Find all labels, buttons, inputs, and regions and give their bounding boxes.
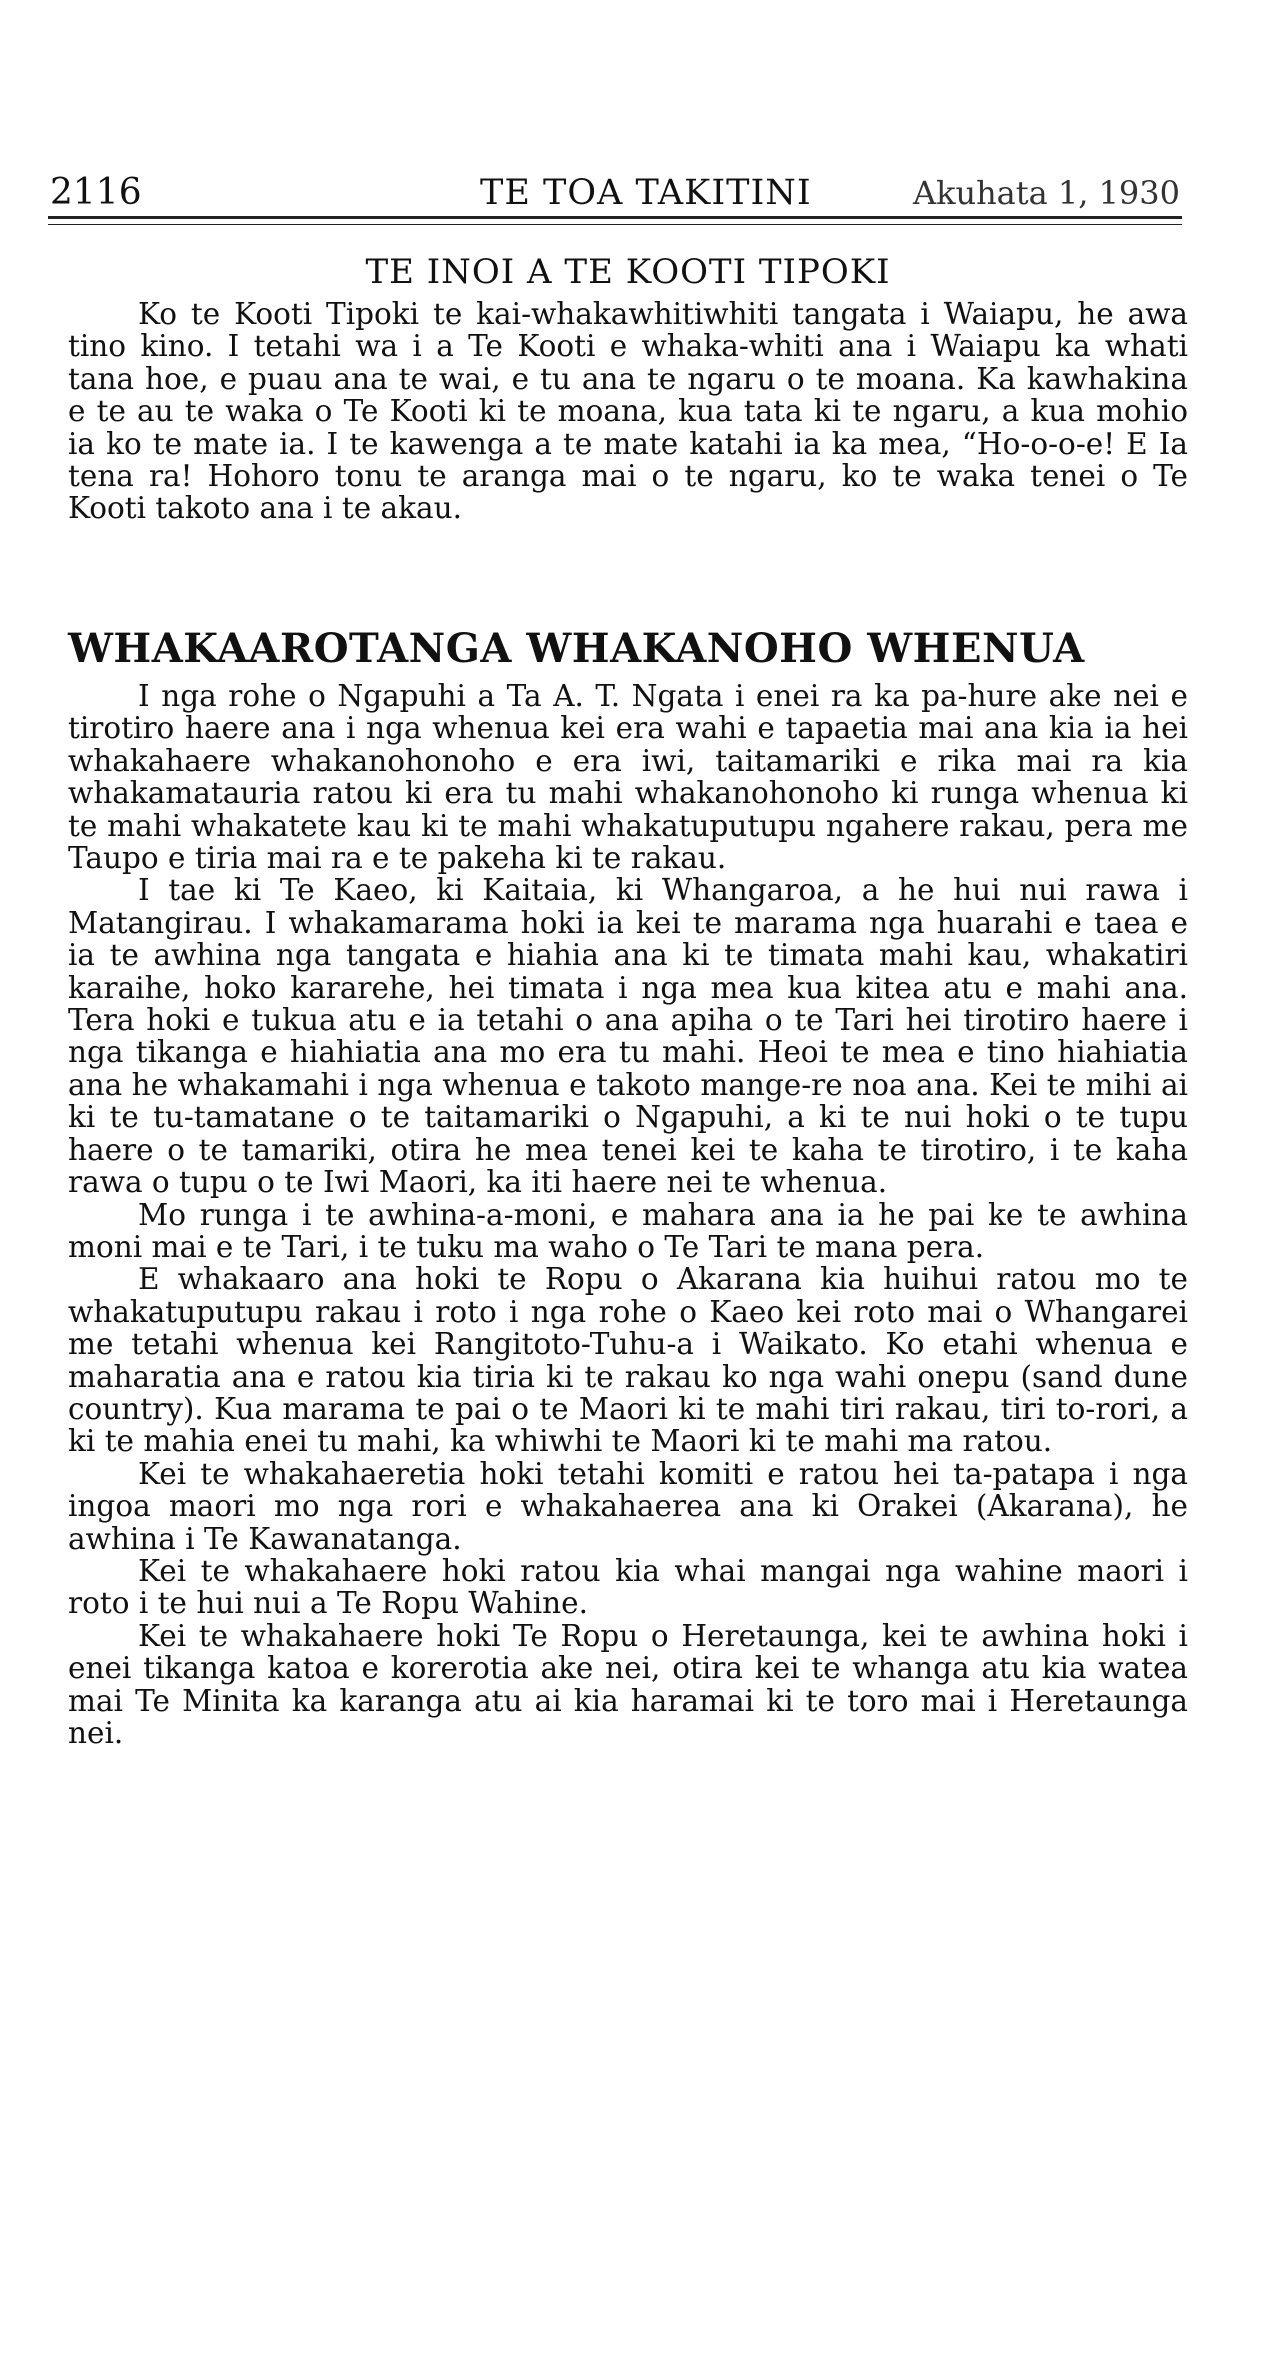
article-paragraph: E whakaaro ana hoki te Ropu o Akarana kia huihui ratou mo te whakatuputupu rakau i roto i nga rohe o Kaeo kei roto mai o Whangarei me tetahi whenua kei Rangitoto-Tuhu-a i Waikato. Ko etahi whenua e maharatia ana e ratou kia tiria ki te rakau ko nga wahi onepu (sand dune country). Kua marama te pai o te Maori ki te mahi tiri rakau, tiri to-rori, a ki te mahia enei tu mahi, ka whiwhi te Maori ki te mahi ma ratou.	[68, 1262, 1188, 1459]
article-paragraph: Kei te whakahaere hoki Te Ropu o Heretaunga, kei te awhina hoki i enei tikanga katoa e korerotia ake nei, otira kei te whanga atu kia watea mai Te Minita ka karanga atu ai kia haramai ki te toro mai i Heretaunga nei.	[68, 1618, 1188, 1750]
page-number: 2116	[50, 172, 142, 213]
header-rule-bottom	[48, 224, 1182, 225]
article-te-inoi	[68, 252, 1188, 525]
article-paragraph: Kei te whakahaere hoki ratou kia whai mangai nga wahine maori i roto i te hui nui a Te Ropu Wahine.	[68, 1553, 1188, 1621]
journal-title: TE TOA TAKITINI	[480, 173, 812, 213]
header-rule-top	[48, 216, 1182, 219]
article-paragraph: I nga rohe o Ngapuhi a Ta A. T. Ngata i enei ra ka pa-hure ake nei e tirotiro haere ana i nga whenua kei era wahi e tapaetia mai ana kia ia hei whakahaere whakanohonoho e era iwi, taitamariki e rika mai ra kia whakamatauria ratou ki era tu mahi whakanohonoho ki runga whenua ki te mahi whakatete kau ki te mahi whakatuputupu ngahere rakau, pera me Taupo e tiria mai ra e te pakeha ki te rakau.	[68, 679, 1188, 876]
page-header	[50, 170, 1180, 216]
article-whakaarotanga	[68, 626, 1188, 1749]
article-paragraph: Mo runga i te awhina-a-moni, e mahara ana ia he pai ke te awhina moni mai e te Tari, i te tuku ma waho o Te Tari te mana pera.	[68, 1197, 1188, 1264]
article-paragraph: Kei te whakahaeretia hoki tetahi komiti e ratou hei ta-patapa i nga ingoa maori mo nga rori e whakahaerea ana ki Orakei (Akarana), he awhina i Te Kawanatanga.	[68, 1456, 1188, 1556]
article-paragraph: Ko te Kooti Tipoki te kai-whakawhitiwhiti tangata i Waiapu, he awa tino kino. I tetahi wa i a Te Kooti e whaka-whiti ana i Waiapu ka whati tana hoe, e puau ana te wai, e tu ana te ngaru o te moana. Ka kawhakina e te au te waka o Te Kooti ki te moana, kua tata ki te ngaru, a kua mohio ia ko te mate ia. I te kawenga a te mate katahi ia ka mea, “Ho-o-o-e! E Ia tena ra! Hohoro tonu te aranga mai o te ngaru, ko te waka tenei o Te Kooti takoto ana i te akau.	[68, 297, 1188, 526]
issue-date: Akuhata 1, 1930	[912, 174, 1180, 212]
article-heading: WHAKAAROTANGA WHAKANOHO WHENUA	[68, 625, 1085, 672]
article-heading: TE INOI A TE KOOTI TIPOKI	[365, 252, 891, 292]
article-paragraph: I tae ki Te Kaeo, ki Kaitaia, ki Whangaroa, a he hui nui rawa i Matangirau. I whakamarama hoki ia kei te marama nga huarahi e taea e ia te awhina nga tangata e hiahia ana ki te timata mahi kau, whakatiri karaihe, hoko kararehe, hei timata i nga mea kua kitea atu e mahi ana. Tera hoki e tukua atu e ia tetahi o ana apiha o te Tari hei tirotiro haere i nga tikanga e hiahiatia ana mo era tu mahi. Heoi te mea e tino hiahiatia ana he whakamahi i nga whenua e takoto mange-re noa ana. Kei te mihi ai ki te tu-tamatane o te taitamariki o Ngapuhi, a ki te nui hoki o te tupu haere o te tamariki, otira he mea tenei kei te kaha te tirotiro, i te kaha rawa o tupu o te Iwi Maori, ka iti haere nei te whenua.	[68, 873, 1188, 1200]
